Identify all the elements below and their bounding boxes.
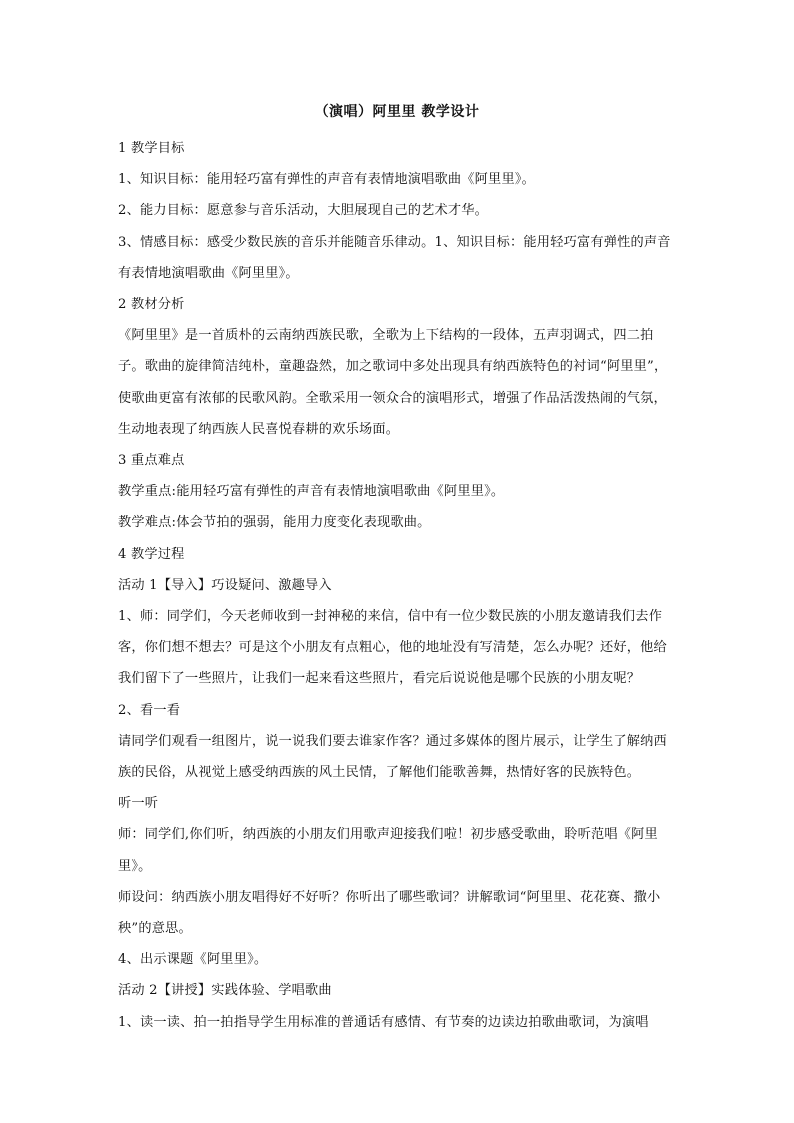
paragraph-material-analysis: 《阿里里》是一首质朴的云南纳西族民歌，全歌为上下结构的一段体，五声羽调式，四二拍子。歌曲的旋律简洁纯朴，童趣盎然，加之歌词中多处出现具有纳西族特色的衬词“阿里里”，使歌曲更富有浓郁的民歌风韵。全歌采用一领众合的演唱形式，增强了作品活泼热闹的气氛，生动地表现了纳西族人民喜悦春耕的欢乐场面。 (118, 328, 668, 437)
paragraph-pictures: 请同学们观看一组图片，说一说我们要去谁家作客？通过多媒体的图片展示，让学生了解纳西族的民俗，从视觉上感受纳西族的风土民情，了解他们能歌善舞，热情好客的民族特色。 (118, 733, 667, 781)
paragraph-teacher-listen: 师：同学们,你们听，纳西族的小朋友们用歌声迎接我们啦！初步感受歌曲，聆听范唱《阿里里》。 (118, 827, 658, 874)
section-heading-analysis: 2 教材分析 (118, 297, 185, 313)
paragraph-teacher-question: 师设问：纳西族小朋友唱得好不好听？你听出了哪些歌词？讲解歌词“阿里里、花花赛、撒小秧”的意思。 (118, 889, 661, 937)
section-heading-objectives: 1 教学目标 (118, 141, 185, 156)
paragraph-ability-goal: 2、能力目标：愿意参与音乐活动，大胆展现自己的艺术才华。 (118, 203, 489, 219)
section-heading-key-points: 3 重点难点 (118, 453, 185, 469)
paragraph-read-clap: 1、读一读、拍一拍指导学生用标准的普通话有感情、有节奏的边读边拍歌曲歌词，为演唱 (118, 1014, 649, 1030)
paragraph-look: 2、看一看 (118, 702, 181, 718)
activity-1-heading: 活动 1【导入】巧设疑问、激趣导入 (118, 577, 332, 593)
paragraph-knowledge-goal: 1、知识目标：能用轻巧富有弹性的声音有表情地演唱歌曲《阿里里》。 (118, 172, 535, 188)
paragraph-difficulty: 教学难点:体会节拍的强弱，能用力度变化表现歌曲。 (118, 515, 431, 531)
document-body (118, 133, 678, 1038)
activity-2-heading: 活动 2【讲授】实践体验、学唱歌曲 (118, 983, 332, 999)
paragraph-teacher-intro: 1、师：同学们，今天老师收到一封神秘的来信，信中有一位少数民族的小朋友邀请我们去作客，你们想不想去？可是这个小朋友有点粗心，他的地址没有写清楚，怎么办呢？还好，他给我们留下了一些照片，让我们一起来看这些照片，看完后说说他是哪个民族的小朋友呢？ (118, 609, 667, 687)
paragraph-show-title: 4、出示课题《阿里里》。 (118, 952, 268, 968)
document-title: （演唱）阿里里 教学设计 (314, 104, 480, 120)
section-heading-process: 4 教学过程 (118, 546, 185, 562)
paragraph-key-point: 教学重点:能用轻巧富有弹性的声音有表情地演唱歌曲《阿里里》。 (118, 484, 505, 500)
paragraph-emotion-goal: 3、情感目标：感受少数民族的音乐并能随音乐律动。1、知识目标：能用轻巧富有弹性的声音有表情地演唱歌曲《阿里里》。 (118, 234, 671, 281)
paragraph-listen: 听一听 (118, 796, 159, 812)
